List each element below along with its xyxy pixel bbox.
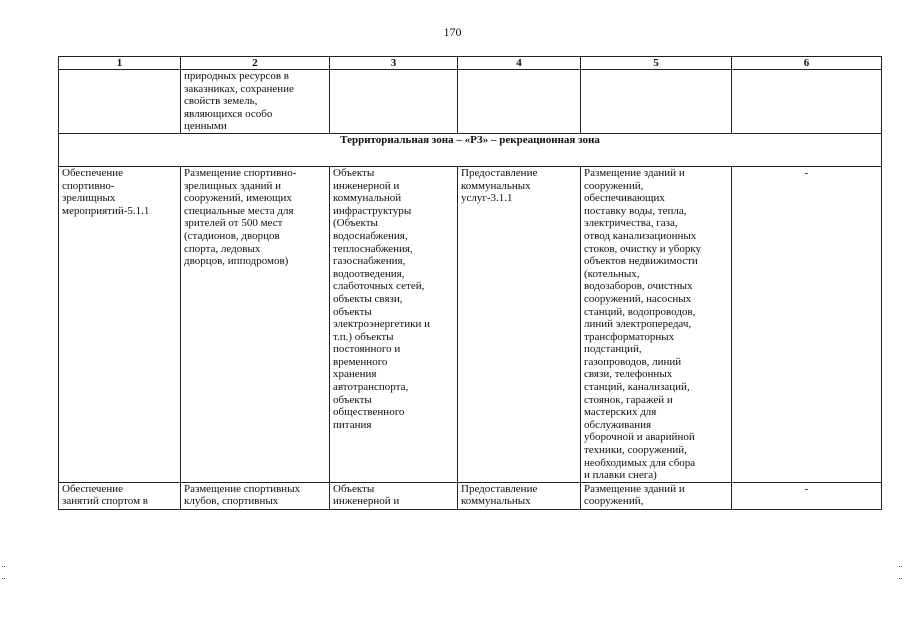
column-header-1: 1: [59, 57, 181, 70]
table-cell: Обеспечение спортивно- зрелищных мероприятий-5.1.1: [59, 166, 181, 482]
zone-title-row: [59, 133, 882, 166]
table-cell: [59, 70, 181, 134]
table-cell: Предоставление коммунальных услуг-3.1.1: [458, 166, 581, 482]
table-cell: Размещение спортивно- зрелищных зданий и сооружений, имеющих специальные места для зрителей от 500 мест (стадионов, дворцов спорта, ледовых дворцов, ипподромов): [181, 166, 330, 482]
zone-title: Территориальная зона – «РЗ» – рекреационная зона: [59, 133, 882, 166]
table-cell: Объекты инженерной и коммунальной инфраструктуры (Объекты водоснабжения, теплоснабжения, газоснабжения, водоотведения, слаботочных сетей, объекты связи, объекты электроэнергетики и т.п.) объекты постоянного и временного хранения автотранспорта, объекты общественного питания: [330, 166, 458, 482]
column-header-5: 5: [581, 57, 732, 70]
table-cell: [458, 70, 581, 134]
page-number: 170: [443, 25, 462, 39]
table-cell: Размещение спортивных клубов, спортивных: [181, 482, 330, 509]
table-cell: Обеспечение занятий спортом в: [59, 482, 181, 509]
column-header-3: 3: [330, 57, 458, 70]
table-cell: Размещение зданий и сооружений,: [581, 482, 732, 509]
table-cell: -: [732, 482, 882, 509]
table-cell: -: [732, 166, 882, 482]
table-cell: Размещение зданий и сооружений, обеспечивающих поставку воды, тепла, электричества, газа, отвод канализационных стоков, очистку и уборку объектов недвижимости (котельных, водозаборов, очистных сооружений, насосных станций, водопроводов, линий электропередач, трансформаторных подстанций, газопроводов, линий связи, телефонных станций, канализаций, стоянок, гаражей и мастерских для обслуживания уборочной и аварийной техники, сооружений, необходимых для сбора и плавки снега): [581, 166, 732, 482]
table-cell: Объекты инженерной и: [330, 482, 458, 509]
table-cell: Предоставление коммунальных: [458, 482, 581, 509]
zoning-table: [58, 56, 882, 510]
table-header-row: [59, 57, 882, 70]
table-cell: природных ресурсов в заказниках, сохранение свойств земель, являющихся особо ценными: [181, 70, 330, 134]
column-header-2: 2: [181, 57, 330, 70]
column-header-4: 4: [458, 57, 581, 70]
table-cell: [581, 70, 732, 134]
continuation-row: [59, 70, 882, 134]
table-row: [59, 482, 882, 509]
left-margin-mark: [2, 566, 5, 579]
table-cell: [732, 70, 882, 134]
column-header-6: 6: [732, 57, 882, 70]
table-cell: [330, 70, 458, 134]
right-margin-mark: [899, 566, 902, 579]
table-row: [59, 166, 882, 482]
